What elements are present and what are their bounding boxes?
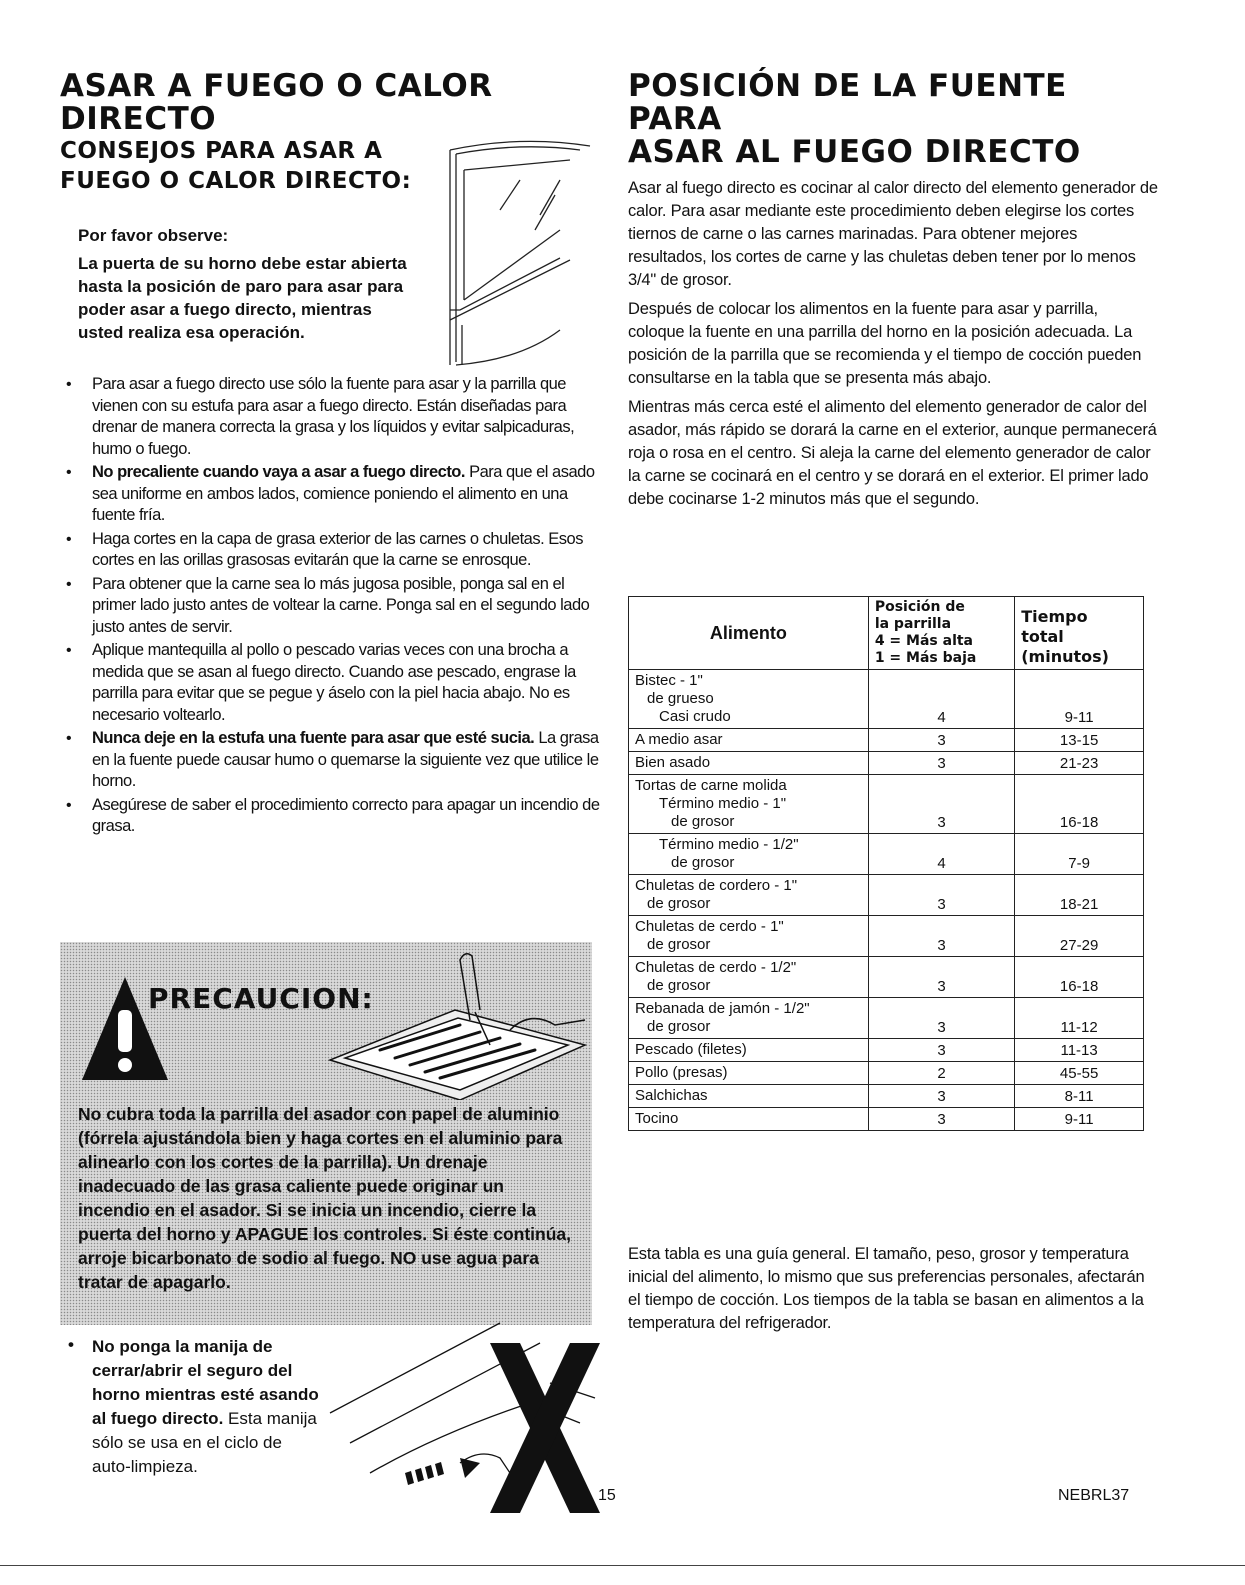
left-column [60,70,600,840]
left-title: ASAR A FUEGO O CALOR DIRECTO [60,68,493,137]
observe-text: La puerta de su horno debe estar abierta hasta la posición de paro para asar para poder asar a fuego directo, mientras usted realiza esa operación. [78,254,407,342]
latch-text: No ponga la manija de cerrar/abrir el seguro del horno mientras esté asando al fuego directo. Esta manija sólo se usa en el ciclo de auto-limpieza. [92,1337,319,1476]
table-row: Chuletas de cerdo - 1/2" de grosor 3 16-18 [629,957,1144,998]
table-row: Bistec - 1" de grueso Casi crudo 4 9-11 [629,670,1144,729]
table-row: Término medio - 1/2" de grosor 4 7-9 [629,834,1144,875]
table-row: Pescado (filetes) 3 11-13 [629,1039,1144,1062]
table-row: A medio asar 3 13-15 [629,729,1144,752]
table-header-row [629,597,1144,670]
document-code: NEBRL37 [1058,1487,1130,1504]
paragraph: Asar al fuego directo es cocinar al calor directo del elemento generador de calor. Para asar mediante este procedimiento deben elegirse los cortes tiernos de carne o las carnes marinadas. Para obtener mejores resultados, los cortes de carne y las chuletas deben tener por lo menos 3/4" de grosor. [628,179,1158,289]
table-row: Tocino 3 9-11 [629,1108,1144,1131]
right-title-line1: POSICIÓN DE LA FUENTE PARA [628,68,1067,137]
broiler-pan-illustration [310,950,590,1100]
table-row: Chuletas de cerdo - 1" de grosor 3 27-29 [629,916,1144,957]
bullet-mark: • [68,1335,74,1354]
table-row: Salchichas 3 8-11 [629,1085,1144,1108]
list-item: • Para asar a fuego directo use sólo la fuente para asar y la parrilla que vienen con su estufa para asar a fuego directo. Están diseñadas para drenar de manera correcta la grasa y los líquidos y evitar salpicaduras, humo o fuego. [60,374,600,460]
header-position: Posición de la parrilla 4 = Más alta 1 = Más baja [868,597,1014,670]
list-item: • Para obtener que la carne sea lo más jugosa posible, ponga sal en el primer lado justo antes de voltear la carne. Ponga sal en el segundo lado justo antes de servir. [60,574,600,639]
table-row: Tortas de carne molida Término medio - 1" de grosor 3 16-18 [629,775,1144,834]
header-time: Tiempo total (minutos) [1015,597,1144,670]
right-column [628,70,1158,517]
page-number: 15 [598,1487,616,1504]
paragraph: Después de colocar los alimentos en la fuente para asar y parrilla, coloque la fuente en una parrilla del horno en la posición adecuada. La posición de la parrilla que se recomienda y el tiempo de cocción pueden consultarse en la tabla que se presenta más abajo. [628,300,1142,387]
left-subtitle-line1: CONSEJOS PARA ASAR A [60,138,383,164]
paragraph: Mientras más cerca esté el alimento del elemento generador de calor del asador, más rápido se dorará la carne en el exterior, aunque permanecerá roja o rosa en el centro. Si aleja la carne del elemento generador de calor la carne se cocinará en el centro y se dorará en el exterior. El primer lado debe cocinarse 1-2 minutos más que el segundo. [628,398,1157,508]
right-title-line2: ASAR AL FUEGO DIRECTO [628,134,1081,170]
table-row: Bien asado 3 21-23 [629,752,1144,775]
table-row: Pollo (presas) 2 45-55 [629,1062,1144,1085]
caution-text: No cubra toda la parrilla del asador con papel de aluminio (fórrela ajustándola bien y haga cortes en el aluminio para alinearlo con los cortes de la parrilla). Un drenaje inadecuado de las grasa caliente puede originar un incendio en el asador. Si se inicia un incendio, cierre la puerta del horno y APAGUE los controles. Si éste continúa, arroje bicarbonato de sodio al fuego. NO use agua para tratar de apagarlo. [78,1104,571,1292]
oven-door-illustration [440,140,600,375]
left-subtitle-line2: FUEGO O CALOR DIRECTO: [60,168,412,194]
observe-lead: Por favor observe: [78,226,229,245]
list-item: • Nunca deje en la estufa una fuente para asar que esté sucia. La grasa en la fuente puede causar humo o quemarse la siguiente vez que utilice le horno. [60,728,600,793]
oven-latch-illustration [310,1313,600,1523]
caution-box [60,942,592,1325]
header-food: Alimento [629,597,869,670]
list-item: • No precaliente cuando vaya a asar a fuego directo. Para que el asado sea uniforme en ambos lados, comience poniendo el alimento en una fuente fría. [60,462,600,527]
list-item: • Aplique mantequilla al pollo o pescado varias veces con una brocha a medida que se asan al fuego directo. Cuando ase pescado, engrase la parrilla para evitar que se pegue y áselo con la piel hacia abajo. No es necesario voltearlo. [60,640,600,726]
table-row: Rebanada de jamón - 1/2" de grosor 3 11-12 [629,998,1144,1039]
latch-warning [60,1333,600,1513]
tips-list [60,374,600,838]
table-row: Chuletas de cordero - 1" de grosor 3 18-21 [629,875,1144,916]
caution-title: PRECAUCION: [148,982,374,1015]
table-footnote: Esta tabla es una guía general. El tamaño, peso, grosor y temperatura inicial del alimento, lo mismo que sus preferencias personales, afectarán el tiempo de cocción. Los tiempos de la tabla se basan en alimentos a la temperatura del refrigerador. [628,1245,1145,1332]
broil-table [628,596,1144,1131]
observe-note [78,226,418,344]
prohibited-x-icon [490,1343,600,1513]
list-item: • Asegúrese de saber el procedimiento correcto para apagar un incendio de grasa. [60,795,600,838]
list-item: • Haga cortes en la capa de grasa exterior de las carnes o chuletas. Esos cortes en las orillas grasosas evitarán que la carne se enrosque. [60,529,600,572]
bottom-divider [0,1565,1245,1566]
